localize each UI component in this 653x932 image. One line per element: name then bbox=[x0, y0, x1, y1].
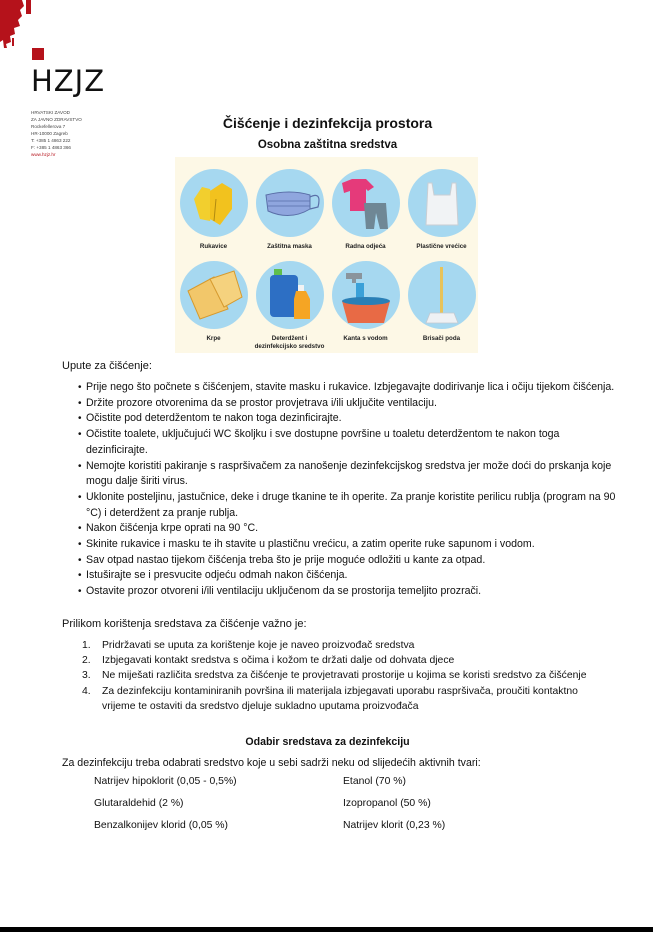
org-line: F: +385 1 4863 366 bbox=[31, 145, 71, 150]
logo-splatter-graphic bbox=[0, 0, 34, 48]
list-item: • Skinite rukavice i masku te ih stavite u plastičnu vrećicu, a zatim operite ruke sapunom i vodom. bbox=[78, 537, 618, 553]
ppe-label: Krpe bbox=[206, 335, 221, 342]
ppe-label: Brisači poda bbox=[422, 335, 461, 342]
ppe-label: Plastične vrećice bbox=[416, 243, 467, 250]
list-text: Pridržavati se uputa za korištenje koje je naveo proizvođač sredstva bbox=[102, 640, 415, 651]
gloves-icon bbox=[180, 169, 248, 237]
list-item bbox=[82, 653, 612, 668]
ppe-item bbox=[404, 169, 479, 251]
substance-cell: Etanol (70 %) bbox=[343, 776, 406, 787]
face-mask-icon bbox=[256, 169, 324, 237]
substances-row bbox=[94, 820, 494, 842]
list-number: 3. bbox=[82, 670, 91, 682]
list-item: • Istuširajte se i presvucite odjeću odmah nakon čišćenja. bbox=[78, 568, 618, 584]
ppe-item bbox=[328, 169, 403, 251]
bottom-bar bbox=[0, 927, 653, 932]
cleaning-instructions-heading: Upute za čišćenje: bbox=[62, 360, 152, 372]
list-item: • Očistite toalete, uključujući WC školjku i sve dostupne površine u toaletu deterdžentom te nakon toga dezinficirajte. bbox=[78, 427, 618, 458]
list-item: • Držite prozore otvorenima da se prostor provjetrava i/ili uključite ventilaciju. bbox=[78, 396, 618, 412]
ppe-item bbox=[176, 261, 251, 343]
substances-row bbox=[94, 798, 494, 820]
ppe-label: Kanta s vodom bbox=[343, 335, 388, 342]
bucket-icon bbox=[332, 261, 400, 329]
ppe-item bbox=[252, 261, 327, 351]
substance-cell: Glutaraldehid (2 %) bbox=[94, 798, 184, 809]
org-line: Rockefellerova 7 bbox=[31, 124, 66, 129]
list-item: • Ostavite prozor otvoreni i/ili ventilaciju uključenom da se prostorija temeljito prozrači. bbox=[78, 584, 618, 600]
substances-table bbox=[94, 776, 494, 842]
substances-row bbox=[94, 776, 494, 798]
list-item: • Nemojte koristiti pakiranje s raspršivačem za nanošenje dezinfekcijskog sredstva jer može doći do prskanja koje mogu dalje širiti virus. bbox=[78, 459, 618, 490]
ppe-label: Rukavice bbox=[199, 243, 228, 250]
mop-icon bbox=[408, 261, 476, 329]
ppe-item bbox=[404, 261, 479, 343]
org-line: ZA JAVNO ZDRAVSTVO bbox=[31, 117, 82, 122]
list-item: • Prije nego što počnete s čišćenjem, stavite masku i rukavice. Izbjegavajte dodirivanje lica i očiju tijekom čišćenja. bbox=[78, 380, 618, 396]
list-item bbox=[82, 638, 612, 653]
page-title: Čišćenje i dezinfekcija prostora bbox=[222, 115, 433, 131]
website-link[interactable]: www.hzjz.hr bbox=[31, 152, 56, 157]
logo-text: HZJZ bbox=[31, 64, 106, 98]
ppe-item bbox=[176, 169, 251, 251]
list-item: • Nakon čišćenja krpe oprati na 90 °C. bbox=[78, 521, 618, 537]
work-clothes-icon bbox=[332, 169, 400, 237]
list-number: 1. bbox=[82, 640, 91, 651]
list-text: Ne miješati različita sredstva za čišćenje te provjetravati prostorije u kojima se koristi sredstvo za čišćenje bbox=[102, 670, 587, 682]
substance-cell: Izopropanol (50 %) bbox=[343, 798, 431, 809]
list-text: Za dezinfekciju kontaminiranih površina ili materijala izbjegavati uporabu raspršivača, proučiti kontaktno vrijeme te ostaviti da sredstvo djeluje sukladno uputama proizvođača bbox=[102, 685, 578, 712]
ppe-item bbox=[252, 169, 327, 251]
detergent-icon bbox=[256, 261, 324, 329]
logo-square bbox=[32, 48, 44, 60]
list-item bbox=[82, 684, 612, 714]
ppe-label: Deterdžent i dezinfekcijsko sredstvo bbox=[254, 335, 325, 350]
list-item bbox=[82, 668, 612, 683]
list-item: • Očistite pod deterdžentom te nakon toga dezinficirajte. bbox=[78, 411, 618, 427]
page-subtitle: Osobna zaštitna sredstva bbox=[257, 139, 398, 151]
ppe-item bbox=[328, 261, 403, 343]
cloths-icon bbox=[180, 261, 248, 329]
cleaning-instructions-list bbox=[78, 380, 618, 600]
org-line: HR-10000 Zagreb bbox=[31, 131, 68, 136]
list-item: • Uklonite posteljinu, jastučnice, deke i druge tkanine te ih operite. Za pranje koristite perilicu rublja (program na 90 °C) i deterdžent za pranje rublja. bbox=[78, 490, 618, 521]
org-line: HRVATSKI ZAVOD bbox=[31, 110, 70, 115]
list-number: 4. bbox=[82, 685, 91, 697]
list-number: 2. bbox=[82, 655, 91, 667]
list-item: • Sav otpad nastao tijekom čišćenja treba što je prije moguće odložiti u kante za otpad. bbox=[78, 553, 618, 569]
usage-rules-list bbox=[82, 638, 612, 714]
ppe-label: Zaštitna maska bbox=[267, 243, 312, 250]
plastic-bag-icon bbox=[408, 169, 476, 237]
ppe-label: Radna odjeća bbox=[345, 243, 386, 250]
disinfectants-intro: Za dezinfekciju treba odabrati sredstvo koje u sebi sadrži neku od slijedećih aktivnih tvari: bbox=[62, 757, 481, 769]
substance-cell: Benzalkonijev klorid (0,05 %) bbox=[94, 820, 228, 831]
substance-cell: Natrijev hipoklorit (0,05 - 0,5%) bbox=[94, 776, 237, 787]
usage-rules-heading: Prilikom korištenja sredstava za čišćenje važno je: bbox=[62, 618, 307, 630]
org-line: T: +385 1 4863 222 bbox=[31, 138, 71, 143]
disinfectants-heading: Odabir sredstava za dezinfekciju bbox=[245, 736, 410, 748]
substance-cell: Natrijev klorit (0,23 %) bbox=[343, 820, 446, 831]
ppe-panel bbox=[175, 157, 478, 353]
list-text: Izbjegavati kontakt sredstva s očima i kožom te držati dalje od dohvata djece bbox=[102, 655, 455, 667]
